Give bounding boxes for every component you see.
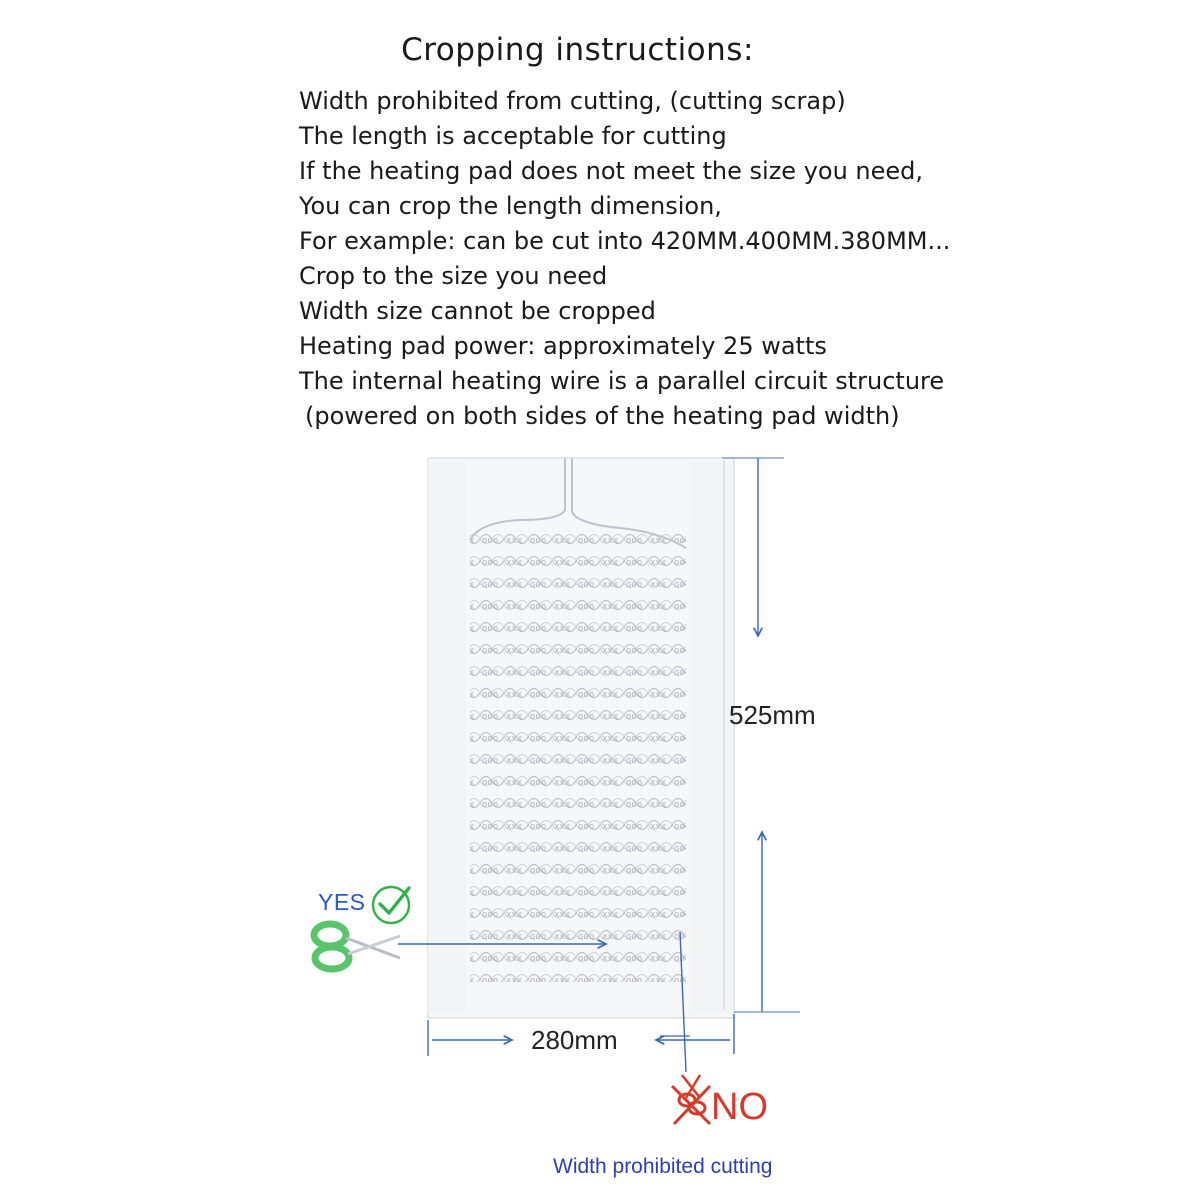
- instruction-line: Width prohibited from cutting, (cutting scrap): [299, 87, 846, 115]
- pad-right-margin: [690, 462, 732, 1014]
- scissors-icon: [314, 924, 400, 969]
- instruction-line: For example: can be cut into 420MM.400MM.380MM...: [299, 227, 951, 255]
- instruction-line: Crop to the size you need: [299, 262, 608, 290]
- instruction-line: (powered on both sides of the heating pad width): [305, 402, 900, 430]
- instruction-line: Heating pad power: approximately 25 watts: [299, 332, 827, 360]
- page-title: Cropping instructions:: [401, 32, 754, 68]
- length-label: 525mm: [729, 700, 816, 730]
- instruction-line: The length is acceptable for cutting: [299, 122, 727, 150]
- instruction-line: You can crop the length dimension,: [299, 192, 722, 220]
- scissors-crossed-icon: [672, 1075, 710, 1124]
- heating-pad: [428, 458, 734, 1018]
- check-icon: [373, 887, 409, 923]
- no-label: NO: [711, 1086, 768, 1128]
- instruction-line: The internal heating wire is a parallel circuit structure: [299, 367, 945, 395]
- heating-wire-grid: [470, 530, 686, 982]
- footer-note: Width prohibited cutting: [553, 1155, 773, 1178]
- width-label: 280mm: [531, 1025, 618, 1055]
- instruction-line: If the heating pad does not meet the size you need,: [299, 157, 924, 185]
- instruction-line: Width size cannot be cropped: [299, 297, 656, 325]
- yes-label: YES: [318, 889, 366, 915]
- pad-left-margin: [428, 462, 466, 1014]
